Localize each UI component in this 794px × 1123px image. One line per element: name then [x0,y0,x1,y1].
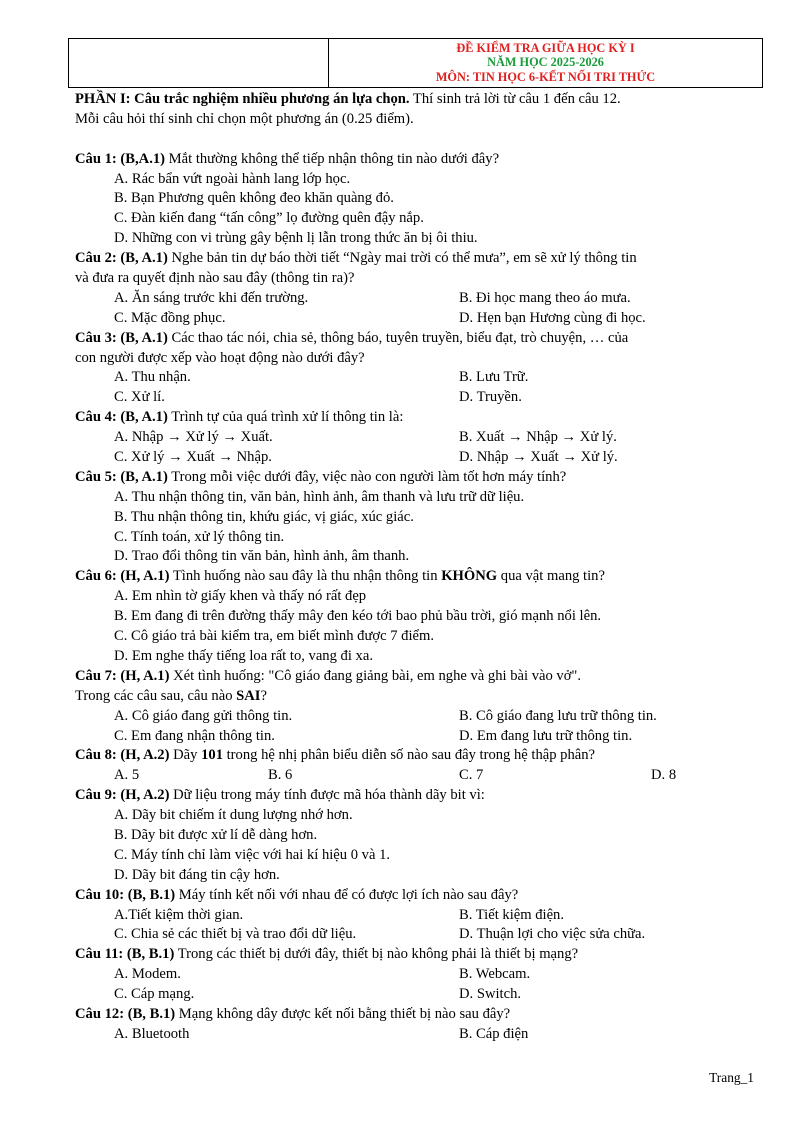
q2-options-ab [75,289,755,309]
q9-option-b: B. Dãy bit được xử lí dễ dàng hơn. [114,826,318,843]
q11-option-a: A. Modem. [114,966,181,983]
q10-option-d: D. Thuận lợi cho việc sửa chữa. [459,926,646,943]
q1-option-c: C. Đàn kiến đang “tấn công” lọ đường quên đậy nắp. [114,210,424,227]
q4-option-a: A. Nhập → Xử lý → Xuất. [114,429,273,446]
q10-option-a: A.Tiết kiệm thời gian. [114,906,244,923]
part-instructions: Mỗi câu hỏi thí sinh chỉ chọn một phương án (0.25 điểm). [75,110,414,127]
page-number: Trang_1 [709,1070,754,1085]
q6-option-b: B. Em đang đi trên đường thấy mây đen kéo tới bao phủ bầu trời, gió mạnh nổi lên. [114,608,602,625]
q12-option-a: A. Bluetooth [114,1025,190,1042]
q5-option-d: D. Trao đổi thông tin văn bản, hình ảnh, âm thanh. [114,548,410,565]
question-7-cont: Trong các câu sau, câu nào SAI? [75,687,267,704]
q3-options-cd [75,388,755,408]
q5-option-c: C. Tính toán, xử lý thông tin. [114,528,285,545]
question-10: Câu 10: (B, B.1) Máy tính kết nối với nhau để có được lợi ích nào sau đây? [75,886,519,903]
q7-option-b: B. Cô giáo đang lưu trữ thông tin. [459,707,657,724]
q1-option-b: B. Bạn Phương quên không đeo khăn quàng đỏ. [114,190,394,207]
q12-option-b: B. Cáp điện [459,1025,529,1042]
q2-option-d: D. Hẹn bạn Hương cùng đi học. [459,309,646,326]
question-9: Câu 9: (H, A.2) Dữ liệu trong máy tính được mã hóa thành dãy bit vì: [75,787,485,804]
school-year: NĂM HỌC 2025-2026 [487,55,604,70]
question-1: Câu 1: (B,A.1) Mắt thường không thể tiếp nhận thông tin nào dưới đây? [75,150,500,167]
q2-option-b: B. Đi học mang theo áo mưa. [459,289,631,306]
q8-option-d: D. 8 [651,767,677,784]
part-heading: PHẦN I: Câu trắc nghiệm nhiều phương án lựa chọn. Thí sinh trả lời từ câu 1 đến câu 12. [75,91,621,107]
q6-option-d: D. Em nghe thấy tiếng loa rất to, vang đi xa. [114,647,373,664]
q11-option-b: B. Webcam. [459,966,531,983]
q7-option-a: A. Cô giáo đang gửi thông tin. [114,707,293,724]
question-7: Câu 7: (H, A.1) Xét tình huống: "Cô giáo đang giảng bài, em nghe và ghi bài vào vở". [75,667,582,684]
q1-option-a: A. Rác bẩn vứt ngoài hành lang lớp học. [114,170,351,187]
q3-option-b: B. Lưu Trữ. [459,369,529,386]
q2-options-cd [75,309,755,329]
question-5: Câu 5: (B, A.1) Trong mỗi việc dưới đây, việc nào con người làm tốt hơn máy tính? [75,468,567,485]
q12-options-ab [75,1025,755,1045]
q4-option-c: C. Xử lý → Xuất → Nhập. [114,449,272,466]
q10-options-cd [75,925,755,945]
q10-option-c: C. Chia sẻ các thiết bị và trao đổi dữ liệu. [114,926,357,943]
q4-options-ab [75,428,755,448]
q6-option-c: C. Cô giáo trả bài kiểm tra, em biết mình được 7 điểm. [114,628,435,645]
q9-option-c: C. Máy tính chỉ làm việc với hai kí hiệu 0 và 1. [114,846,391,863]
q7-options-ab [75,707,755,727]
question-3-cont: con người được xếp vào hoạt động nào dưới đây? [75,349,365,366]
q9-option-d: D. Dãy bit đáng tin cậy hơn. [114,866,280,883]
q5-option-b: B. Thu nhận thông tin, khứu giác, vị giác, xúc giác. [114,508,414,525]
question-3: Câu 3: (B, A.1) Các thao tác nói, chia sẻ, thông báo, tuyên truyền, biểu đạt, trò chuyện, … của [75,329,629,346]
q3-option-a: A. Thu nhận. [114,369,191,386]
question-8: Câu 8: (H, A.2) Dãy 101 trong hệ nhị phân biểu diễn số nào sau đây trong hệ thập phân? [75,747,596,764]
question-12: Câu 12: (B, B.1) Mạng không dây được kết nối bằng thiết bị nào sau đây? [75,1005,511,1022]
q3-option-d: D. Truyền. [459,389,522,406]
q2-option-c: C. Mặc đồng phục. [114,309,226,326]
q6-option-a: A. Em nhìn tờ giấy khen và thấy nó rất đẹp [114,588,367,605]
q8-options [75,766,755,786]
q11-options-cd [75,985,755,1005]
question-2: Câu 2: (B, A.1) Nghe bản tin dự báo thời tiết “Ngày mai trời có thể mưa”, em sẽ xử lý thông tin [75,250,637,267]
q7-options-cd [75,727,755,747]
q4-options-cd [75,448,755,468]
q11-option-d: D. Switch. [459,986,522,1003]
q11-options-ab [75,965,755,985]
q2-option-a: A. Ăn sáng trước khi đến trường. [114,289,309,306]
question-11: Câu 11: (B, B.1) Trong các thiết bị dưới đây, thiết bị nào không phải là thiết bị mạng? [75,946,579,963]
question-6: Câu 6: (H, A.1) Tình huống nào sau đây là thu nhận thông tin KHÔNG qua vật mang tin? [75,568,605,585]
exam-header-table [68,38,763,88]
q8-option-a: A. 5 [114,767,140,784]
q11-option-c: C. Cáp mạng. [114,986,195,1003]
q3-option-c: C. Xử lí. [114,389,165,406]
q10-options-ab [75,906,755,926]
q3-options-ab [75,368,755,388]
q4-option-d: D. Nhập → Xuất → Xử lý. [459,449,618,466]
q1-option-d: D. Những con vi trùng gây bệnh lị lẫn trong thức ăn bị ôi thiu. [114,230,478,247]
q7-option-c: C. Em đang nhận thông tin. [114,727,275,744]
q7-option-d: D. Em đang lưu trữ thông tin. [459,727,633,744]
q5-option-a: A. Thu nhận thông tin, văn bản, hình ảnh, âm thanh và lưu trữ dữ liệu. [114,488,525,505]
exam-title: ĐỀ KIỂM TRA GIỮA HỌC KỲ I [456,41,635,55]
subject: MÔN: TIN HỌC 6-KẾT NỐI TRI THỨC [435,69,656,84]
q8-option-b: B. 6 [268,767,293,784]
header-left-cell [69,39,329,87]
exam-content [75,90,755,1045]
question-4: Câu 4: (B, A.1) Trình tự của quá trình xử lí thông tin là: [75,409,404,426]
question-2-cont: và đưa ra quyết định nào sau đây (thông tin ra)? [75,270,355,287]
q9-option-a: A. Dãy bit chiếm ít dung lượng nhớ hơn. [114,807,353,824]
header-right-cell [329,39,762,87]
q8-option-c: C. 7 [459,767,484,784]
q10-option-b: B. Tiết kiệm điện. [459,906,565,923]
q4-option-b: B. Xuất → Nhập → Xử lý. [459,429,617,446]
